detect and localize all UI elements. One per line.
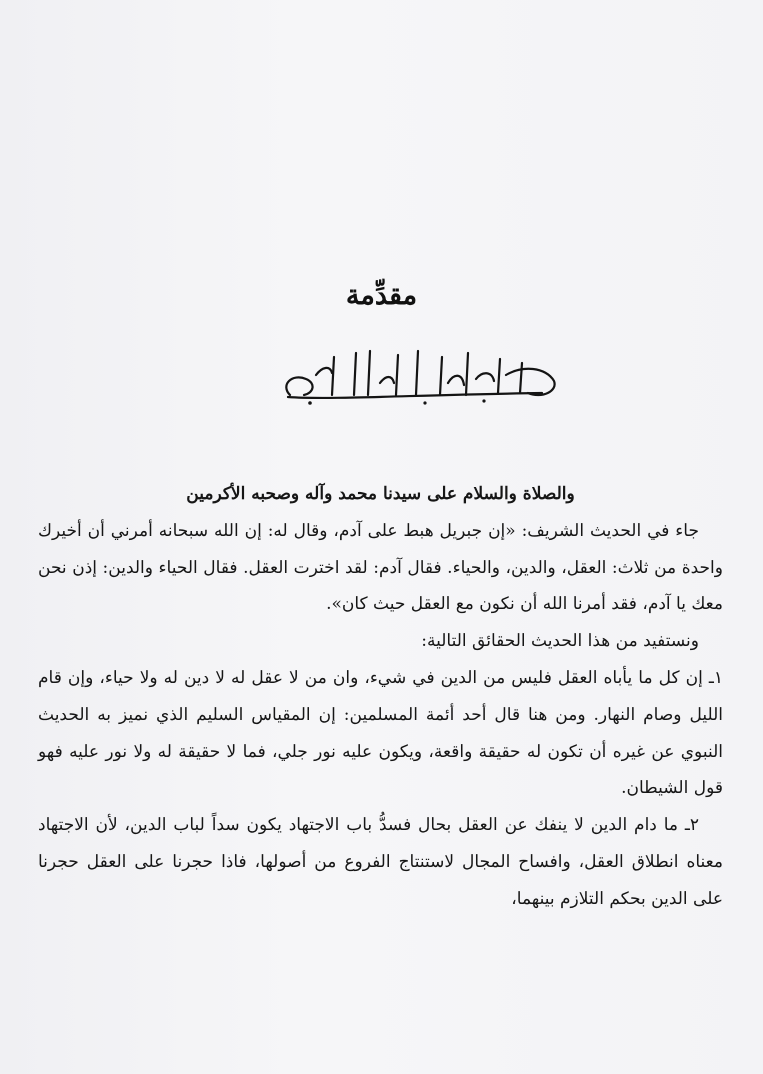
body-text — [38, 476, 723, 918]
hadith-paragraph: جاء في الحديث الشريف: «إن جبريل هبط على آدم، وقال له: إن الله سبحانه أمرني أن أخيرك واحدة من ثلاث: العقل، والدين، والحياء. فقال آدم: لقد اخترت العقل. فقال الحياء والدين: إذن نحن معك يا آدم، فقد أمرنا الله أن نكون مع العقل حيث كان». — [38, 520, 723, 615]
opening-salutation: والصلاة والسلام على سيدنا محمد وآله وصحبه الأكرمين — [186, 484, 575, 504]
lessons-intro: ونستفيد من هذا الحديث الحقائق التالية: — [421, 631, 699, 652]
lesson-item-1: ١ـ إن كل ما يأباه العقل فليس من الدين في شيء، وان من لا عقل له لا دين له ولا حياء، وإن قام الليل وصام النهار. ومن هنا قال أحد أئمة المسلمين: إن المقياس السليم الذي نميز به الحديث النبوي عن غيره أن تكون له حقيقة واقعة، ويكون عليه نور جلي، فما لا حقيقة له ولا نور عليه فهو قول الشيطان. — [38, 667, 723, 799]
lesson-item-2: ٢ـ ما دام الدين لا ينفك عن العقل بحال فسدُّ باب الاجتهاد يكون سداً لباب الدين، لأن الاجتهاد معناه انطلاق العقل، وافساح المجال لاستنتاج الفروع من أصولها، فاذا حجرنا على العقل حجرنا على الدين بحكم التلازم بينهما، — [38, 815, 723, 909]
page-title: مقدِّمة — [345, 280, 418, 311]
basmala-calligraphy-icon — [270, 345, 570, 410]
